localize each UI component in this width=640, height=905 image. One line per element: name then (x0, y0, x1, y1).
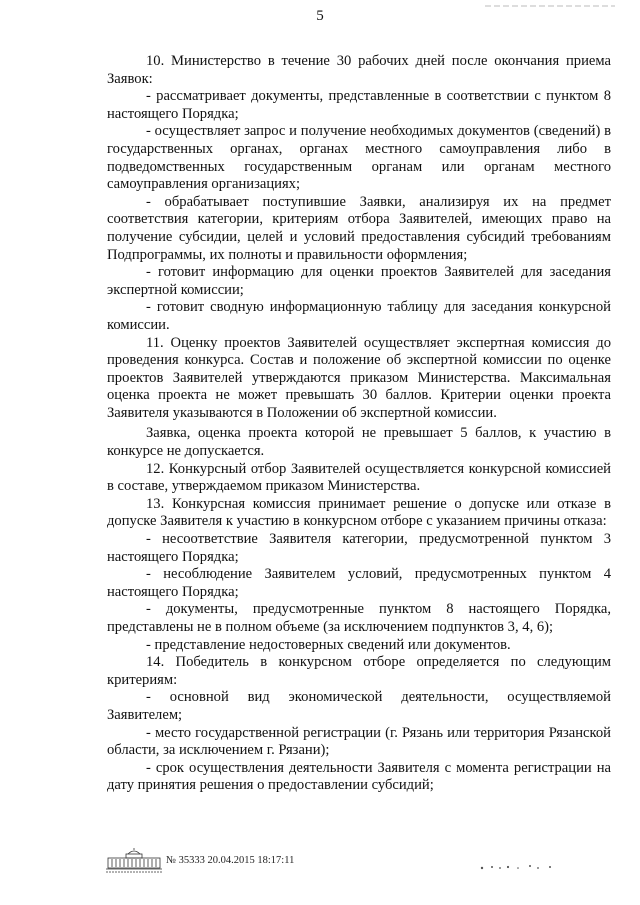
registration-stamp: № 35333 20.04.2015 18:17:11 (166, 855, 295, 866)
paragraph: 11. Оценку проектов Заявителей осуществляет экспертная комиссия до проведения конкурса. Состав и положение об экспертной комиссии по оценке проектов Заявителей утверждаются приказом Министерства. Максимальная оценка проекта не может превышать 30 баллов. Критерии оценки проекта Заявителя указываются в Положении об экспертной комиссии. (107, 334, 611, 421)
list-item: - несоблюдение Заявителем условий, предусмотренных пунктом 4 настоящего Порядка; (107, 566, 611, 600)
paragraph: 14. Победитель в конкурсном отборе определяется по следующим критериям: (107, 654, 611, 688)
list-item: - готовит информацию для оценки проектов Заявителей для заседания экспертной комиссии; (107, 264, 611, 298)
list-item: - представление недостоверных сведений или документов. (146, 636, 511, 653)
document-body (107, 53, 611, 795)
list-item: - осуществляет запрос и получение необходимых документов (сведений) в государственных органах, органах местного самоуправления либо в подведомственных государственным органам или органам местного самоуправления организациях; (107, 123, 611, 193)
list-item: - обрабатывает поступившие Заявки, анализируя их на предмет соответствия категории, критериям отбора Заявителей, имеющих право на получение субсидии, целей и условий предоставления субсидий требованиям Подпрограммы, их полноты и правильности оформления; (107, 193, 611, 263)
list-item: - несоответствие Заявителя категории, предусмотренной пунктом 3 настоящего Порядка; (107, 531, 611, 565)
paragraph: 10. Министерство в течение 30 рабочих дней после окончания приема Заявок: (107, 53, 611, 87)
paragraph: Заявка, оценка проекта которой не превышает 5 баллов, к участию в конкурсе не допускается. (107, 425, 611, 460)
scan-artifact-marks (478, 859, 568, 873)
page-number: 5 (316, 8, 324, 24)
government-building-seal-icon (106, 847, 162, 875)
list-item: - документы, предусмотренные пунктом 8 настоящего Порядка, представлены не в полном объеме (за исключением подпунктов 3, 4, 6); (107, 601, 611, 635)
list-item: - готовит сводную информационную таблицу для заседания конкурсной комиссии. (107, 299, 611, 333)
paragraph: 12. Конкурсный отбор Заявителей осуществляется конкурсной комиссией в составе, утверждаемом приказом Министерства. (107, 460, 611, 495)
list-item: - основной вид экономической деятельности, осуществляемой Заявителем; (107, 689, 611, 723)
document-footer (106, 847, 626, 877)
list-item: - рассматривает документы, представленные в соответствии с пунктом 8 настоящего Порядка; (107, 88, 611, 122)
list-item: - срок осуществления деятельности Заявителя с момента регистрации на дату принятия решения о предоставлении субсидий; (107, 759, 611, 794)
paragraph: 13. Конкурсная комиссия принимает решение о допуске или отказе в допуске Заявителя к участию в конкурсном отборе с указанием причины отказа: (107, 495, 611, 530)
scan-artifact-line (485, 4, 615, 8)
list-item: - место государственной регистрации (г. Рязань или территория Рязанской области, за исключением г. Рязани); (107, 724, 611, 759)
